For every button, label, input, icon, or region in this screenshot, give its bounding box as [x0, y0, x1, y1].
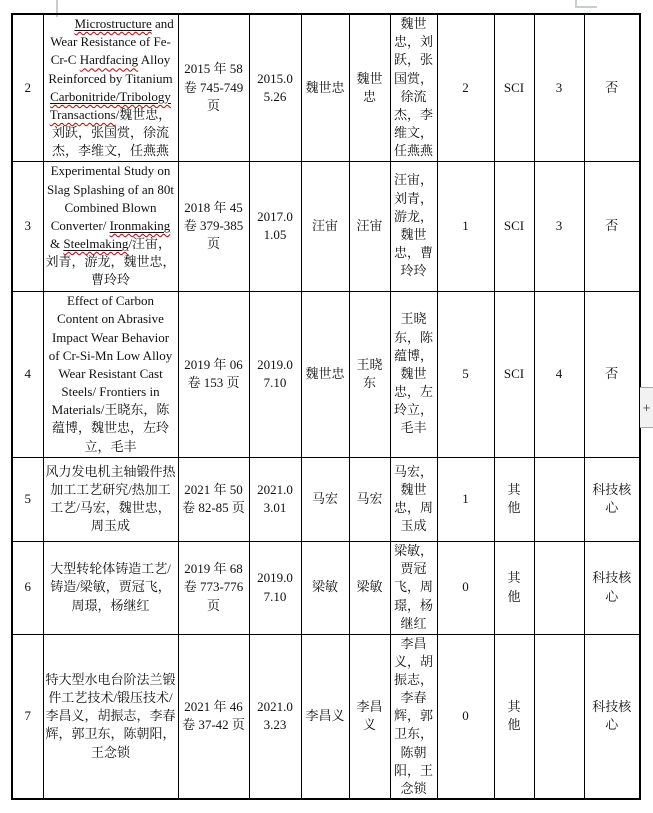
scrollbar-plus-widget[interactable]: [640, 387, 653, 428]
plus-icon: +: [642, 400, 651, 415]
index-type-cell: SCI: [494, 14, 534, 161]
corresponding-author-cell: 汪宙: [349, 161, 390, 291]
index-type-cell: 其他: [494, 541, 534, 634]
publish-date-cell: 2021.03.01: [249, 457, 301, 541]
title-text: 风力发电机主轴锻件热加工工艺研究/热加工工艺/马宏，魏世忠，周玉成: [45, 463, 176, 534]
rank-cell: [534, 457, 584, 541]
citation-count-cell: 1: [437, 161, 494, 291]
author-list-cell: 梁敏，贾冠飞，周璟，杨继红: [390, 541, 437, 634]
table-row: [12, 634, 640, 799]
row-number-cell: 6: [12, 541, 43, 634]
title-cell: [43, 634, 178, 799]
index-type-cell: 其他: [494, 457, 534, 541]
publish-date-cell: 2021.03.23: [249, 634, 301, 799]
volume-pages-cell: 2019 年 06 卷 153 页: [178, 291, 249, 457]
publish-date-cell: 2015.05.26: [249, 14, 301, 161]
core-journal-cell: 否: [584, 161, 640, 291]
rank-cell: 3: [534, 14, 584, 161]
table-row: [12, 161, 640, 291]
volume-pages-cell: 2021 年 50 卷 82-85 页: [178, 457, 249, 541]
title-cell: [43, 541, 178, 634]
first-author-cell: 魏世忠: [301, 291, 349, 457]
volume-pages-cell: 2015 年 58 卷 745-749 页: [178, 14, 249, 161]
core-journal-cell: 科技核心: [584, 541, 640, 634]
first-author-cell: 李昌义: [301, 634, 349, 799]
table-row: [12, 14, 640, 161]
citation-count-cell: 2: [437, 14, 494, 161]
core-journal-cell: 否: [584, 14, 640, 161]
author-list-cell: 王晓东，陈蕴博，魏世忠，左玲立，毛丰: [390, 291, 437, 457]
citation-count-cell: 0: [437, 634, 494, 799]
volume-pages-cell: 2021 年 46 卷 37-42 页: [178, 634, 249, 799]
title-cell: [43, 161, 178, 291]
volume-pages-cell: 2018 年 45 卷 379-385 页: [178, 161, 249, 291]
core-journal-cell: 科技核心: [584, 457, 640, 541]
citation-count-cell: 0: [437, 541, 494, 634]
title-cell: [43, 291, 178, 457]
core-journal-cell: 科技核心: [584, 634, 640, 799]
first-author-cell: 汪宙: [301, 161, 349, 291]
title-text: 特大型水电台阶法兰锻件工艺技术/锻压技术/李昌义，胡振志，李春辉，郭卫东，陈朝阳，王念锁: [45, 671, 176, 760]
rank-cell: [534, 541, 584, 634]
table-row: [12, 291, 640, 457]
first-author-cell: 马宏: [301, 457, 349, 541]
index-type-cell: SCI: [494, 291, 534, 457]
citation-count-cell: 1: [437, 457, 494, 541]
corresponding-author-cell: 王晓东: [349, 291, 390, 457]
title-text: Effect of Carbon Content on Abrasive Impact Wear Behavior of Cr-Si-Mn Low Alloy Wear Resistant Cast Steels/ Frontiers in Materials/王晓东，陈蕴博，魏世忠，左玲立，毛丰: [48, 293, 173, 454]
index-type-cell: SCI: [494, 161, 534, 291]
author-list-cell: 马宏，魏世忠，周玉成: [390, 457, 437, 541]
index-type-cell: 其他: [494, 634, 534, 799]
table-handle-mark-icon: [575, 0, 597, 8]
publish-date-cell: 2019.07.10: [249, 541, 301, 634]
volume-pages-cell: 2019 年 68 卷 773-776 页: [178, 541, 249, 634]
rank-cell: 4: [534, 291, 584, 457]
citation-count-cell: 5: [437, 291, 494, 457]
title-cell: [43, 14, 178, 161]
publications-table: [11, 13, 641, 800]
corresponding-author-cell: 李昌义: [349, 634, 390, 799]
author-list-cell: 魏世忠，刘跃，张国赏，徐流杰，李维文，任燕燕: [390, 14, 437, 161]
row-number-cell: 5: [12, 457, 43, 541]
first-author-cell: 魏世忠: [301, 14, 349, 161]
corresponding-author-cell: 马宏: [349, 457, 390, 541]
core-journal-cell: 否: [584, 291, 640, 457]
title-text: 大型转轮体铸造工艺/铸造/梁敏，贾冠飞，周璟，杨继红: [50, 561, 171, 613]
table-row: [12, 457, 640, 541]
author-list-cell: 汪宙，刘青，游龙，魏世忠，曹玲玲: [390, 161, 437, 291]
corresponding-author-cell: 魏世忠: [349, 14, 390, 161]
publish-date-cell: 2017.01.05: [249, 161, 301, 291]
rank-cell: 3: [534, 161, 584, 291]
author-list-cell: 李昌义，胡振志，李春辉，郭卫东，陈朝阳，王念锁: [390, 634, 437, 799]
publish-date-cell: 2019.07.10: [249, 291, 301, 457]
corresponding-author-cell: 梁敏: [349, 541, 390, 634]
row-number-cell: 3: [12, 161, 43, 291]
title-cell: [43, 457, 178, 541]
table-body: [12, 14, 640, 799]
rank-cell: [534, 634, 584, 799]
table-row: [12, 541, 640, 634]
first-author-cell: 梁敏: [301, 541, 349, 634]
title-text: Microstructure and Wear Resistance of Fe-Cr-C Hardfacing Alloy Reinforced by Titanium Carbonitride/Tribology Transactions/魏世忠，刘跃，张国赏，徐流杰，李维文，任燕燕: [48, 16, 174, 159]
row-number-cell: 2: [12, 14, 43, 161]
row-number-cell: 7: [12, 634, 43, 799]
row-number-cell: 4: [12, 291, 43, 457]
title-text: Experimental Study on Slag Splashing of an 80t Combined Blown Converter/ Ironmaking & Steelmaking/汪宙，刘青，游龙，魏世忠，曹玲玲: [45, 163, 176, 288]
